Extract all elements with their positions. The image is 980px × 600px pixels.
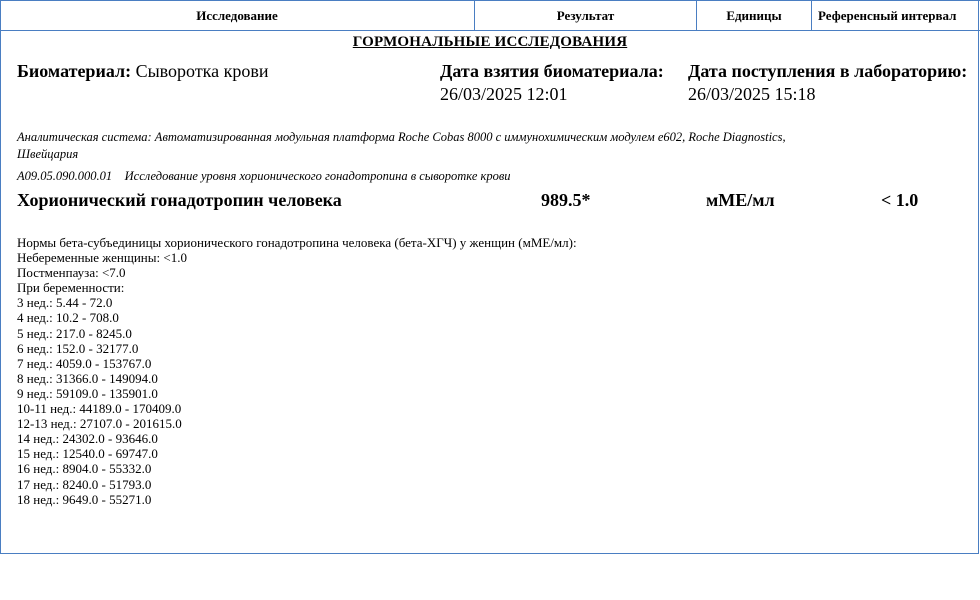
section-title: ГОРМОНАЛЬНЫЕ ИССЛЕДОВАНИЯ — [352, 34, 628, 50]
norms-line: 7 нед.: 4059.0 - 153767.0 — [17, 355, 152, 371]
test-code: A09.05.090.000.01 — [17, 169, 113, 183]
norms-list — [17, 235, 577, 507]
header-reference: Референсный интервал — [818, 7, 957, 23]
norms-line: 4 нед.: 10.2 - 708.0 — [17, 310, 119, 326]
result-units: мМЕ/мл — [706, 190, 775, 210]
header-units: Единицы — [697, 1, 812, 30]
header-study: Исследование — [0, 1, 475, 30]
norms-line: 14 нед.: 24302.0 - 93646.0 — [17, 431, 158, 447]
norms-line: 12-13 нед.: 27107.0 - 201615.0 — [17, 416, 182, 432]
sample-date-value: 26/03/2025 12:01 — [440, 84, 568, 104]
norms-line: При беременности: — [17, 280, 125, 296]
norms-line: 8 нед.: 31366.0 - 149094.0 — [17, 370, 158, 386]
norms-line: 6 нед.: 152.0 - 32177.0 — [17, 340, 139, 356]
norms-line: 9 нед.: 59109.0 - 135901.0 — [17, 385, 158, 401]
norms-line: 5 нед.: 217.0 - 8245.0 — [17, 325, 132, 341]
sample-date-label: Дата взятия биоматериала: — [440, 61, 664, 81]
header-result: Результат — [475, 1, 697, 30]
table-header — [0, 0, 980, 31]
norms-line: 16 нед.: 8904.0 - 55332.0 — [17, 461, 152, 477]
biomaterial — [17, 61, 269, 82]
lab-date-value: 26/03/2025 15:18 — [688, 84, 816, 104]
norms-line: 17 нед.: 8240.0 - 51793.0 — [17, 476, 152, 492]
test-description: Исследование уровня хорионического гонадотропина в сыворотке крови — [124, 169, 511, 183]
norms-line: Небеременные женщины: <1.0 — [17, 250, 187, 266]
lab-date-label: Дата поступления в лабораторию: — [688, 61, 968, 81]
norms-line: 15 нед.: 12540.0 - 69747.0 — [17, 446, 158, 462]
biomaterial-label: Биоматериал: — [17, 61, 132, 81]
norms-line: 3 нед.: 5.44 - 72.0 — [17, 295, 113, 311]
analytic-system-line1: Аналитическая система: Автоматизированная модульная платформа Roche Cobas 8000 с иммунохимическим модулем e602, Roche Diagnostics, — [17, 130, 786, 144]
norms-line: 10-11 нед.: 44189.0 - 170409.0 — [17, 401, 182, 417]
norms-line: 18 нед.: 9649.0 - 55271.0 — [17, 491, 152, 507]
result-name: Хорионический гонадотропин человека — [17, 190, 342, 210]
biomaterial-value: Сыворотка крови — [135, 61, 269, 81]
norms-line: Нормы бета-субъединицы хорионического гонадотропина человека (бета-ХГЧ) у женщин (мМЕ/мл): — [17, 235, 577, 250]
norms-line: Постменпауза: <7.0 — [17, 265, 126, 281]
result-value: 989.5* — [541, 190, 591, 210]
test-code-line — [17, 169, 511, 184]
result-reference: < 1.0 — [881, 190, 919, 210]
analytic-system-line2: Швейцария — [17, 147, 79, 161]
